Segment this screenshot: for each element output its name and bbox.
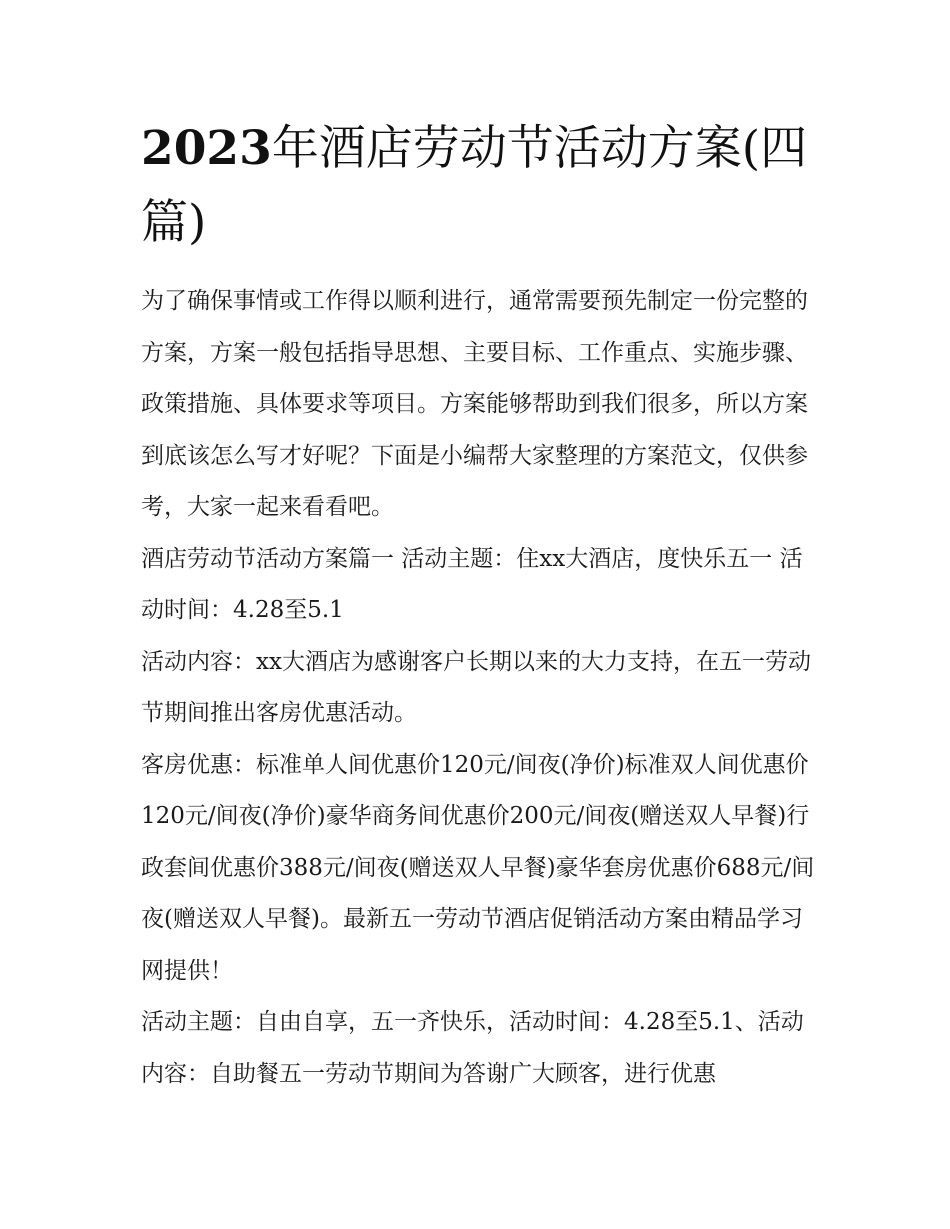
paragraph-theme-time: 酒店劳动节活动方案篇一 活动主题：住xx大酒店，度快乐五一 活动时间：4.28至5.1 [141, 545, 803, 623]
document-title [141, 112, 821, 260]
paragraph-intro: 为了确保事情或工作得以顺利进行，通常需要预先制定一份完整的方案，方案一般包括指导思想、主要目标、工作重点、实施步骤、政策措施、具体要求等项目。方案能够帮助到我们很多，所以方案到底该怎么写才好呢？下面是小编帮大家整理的方案范文，仅供参考，大家一起来看看吧。 [141, 288, 808, 520]
paragraph-content: 活动内容：xx大酒店为感谢客户长期以来的大力支持，在五一劳动节期间推出客房优惠活动。 [141, 648, 811, 726]
paragraph-buffet: 活动主题：自由自享，五一齐快乐，活动时间：4.28至5.1、活动内容：自助餐五一劳动节期间为答谢广大顾客，进行优惠 [141, 1009, 804, 1087]
paragraph-room-offers: 客房优惠：标准单人间优惠价120元/间夜(净价)标准双人间优惠价120元/间夜(净价)豪华商务间优惠价200元/间夜(赠送双人早餐)行政套间优惠价388元/间夜(赠送双人早餐)豪华套房优惠价688元/间夜(赠送双人早餐)。最新五一劳动节酒店促销活动方案由精品学习网提供！ [141, 751, 815, 984]
document-title-year: 2023 [141, 121, 272, 176]
document-title-text: 年酒店劳动节活动方案(四篇) [141, 121, 808, 250]
document-body [141, 276, 817, 1100]
